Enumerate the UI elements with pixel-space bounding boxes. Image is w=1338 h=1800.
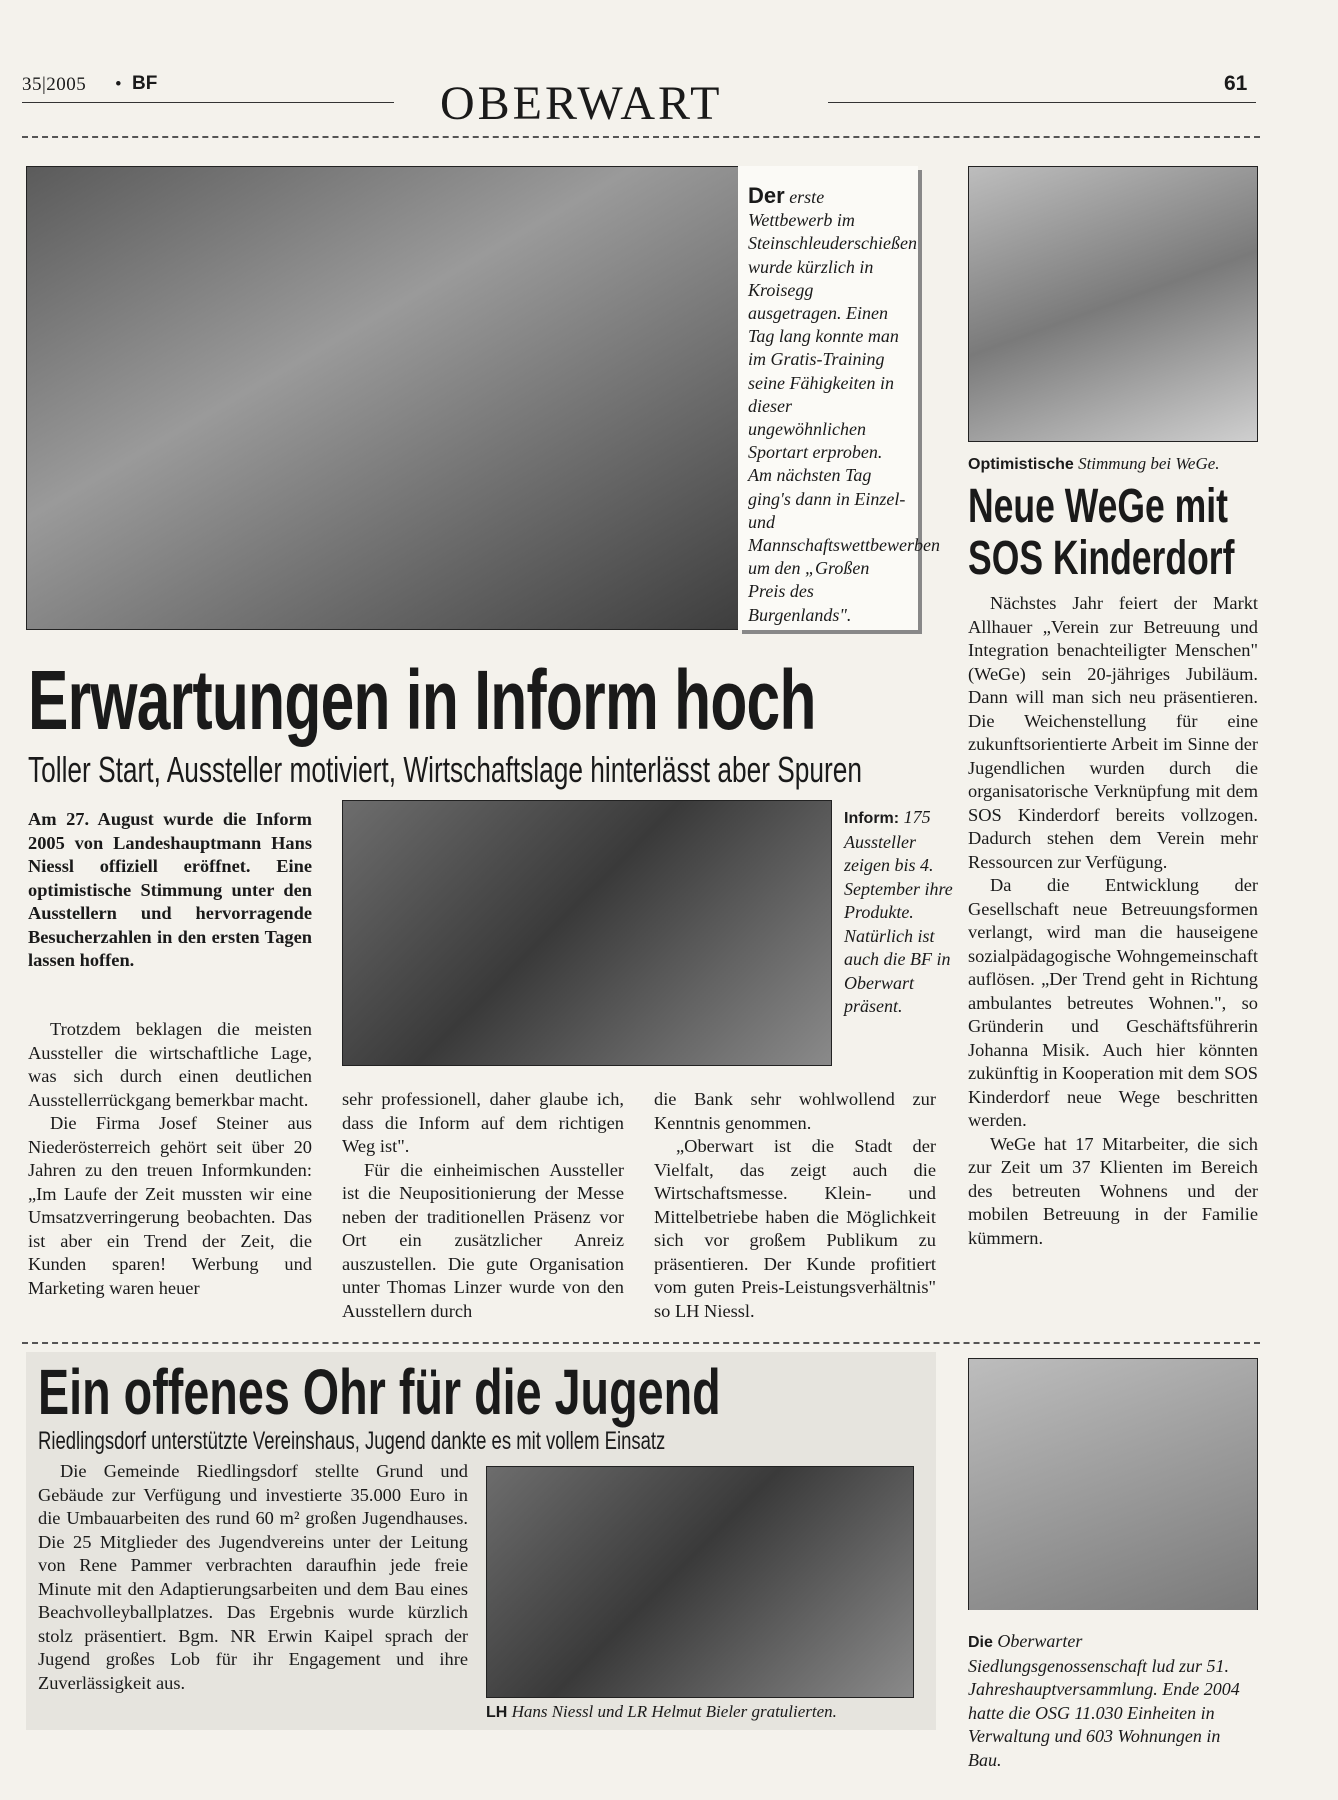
inform-caption-text: 175 Aussteller zeigen bis 4. September ihre Produkte. Natürlich ist auch die BF in Oberwart präsent. (844, 807, 953, 1016)
main-col2-p2: Für die einheimischen Aussteller ist die Neupositionierung der Messe neben der traditionellen Präsenz vor Ort ein zusätzlicher Anreiz auszustellen. Die gute Organisation unter Thomas Linzer wurde von den Ausstellern durch (342, 1159, 624, 1321)
main-col3-p1: die Bank sehr wohlwollend zur Kenntnis genommen. (654, 1089, 936, 1133)
jugend-subhead: Riedlingsdorf unterstützte Vereinshaus, Jugend dankte es mit vollem Einsatz (38, 1427, 666, 1455)
wege-caption (968, 452, 1258, 477)
main-col1 (28, 1018, 312, 1300)
header-rule-right (828, 102, 1256, 103)
slingshot-photo (26, 166, 748, 630)
issue-number: 35|2005 (22, 74, 87, 95)
wege-p3: WeGe hat 17 Mitarbeiter, die sich zur Zeit um 37 Klienten im Bereich des betreuten Wohnens und der mobilen Betreuung in der Familie kümmern. (968, 1133, 1258, 1248)
wege-caption-lead: Optimistische (968, 456, 1074, 473)
osg-caption-text: Oberwarter Siedlungsgenossenschaft lud zur 51. Jahreshauptversammlung. Ende 2004 hatte die OSG 11.030 Einheiten in Verwaltung und 603 Wohnungen in Bau. (968, 1631, 1240, 1770)
main-col2 (342, 1088, 624, 1323)
inform-photo (342, 800, 832, 1066)
main-lead: Am 27. August wurde die Inform 2005 von Landeshauptmann Hans Niessl offiziell eröffnet. Eine optimistische Stimmung unter den Ausstellern und hervorragende Besucherzahlen in den ersten Tagen lassen hoffen. (28, 809, 312, 970)
header-rule-left (22, 102, 394, 103)
jugend-caption-text: Hans Niessl und LR Helmut Bieler gratulierten. (511, 1702, 837, 1721)
osg-caption-lead: Die (968, 1634, 993, 1651)
jugend-caption (486, 1700, 926, 1725)
main-subhead: Toller Start, Aussteller motiviert, Wirtschaftslage hinterlässt aber Spuren (28, 749, 863, 790)
slingshot-caption: erste Wettbewerb im Steinschleuderschießen wurde kürzlich in Kroisegg ausgetragen. Einen Tag lang konnte man im Gratis-Training seine Fähigkeiten in dieser ungewöhnlichen Sportart erproben. Am nächsten Tag ging's dann in Einzel- und Mannschaftswettbewerben um den „Großen Preis des Burgenlands". (748, 187, 940, 625)
slingshot-caption-box (738, 166, 940, 630)
main-headline: Erwartungen in Inform hoch (28, 653, 816, 747)
main-col1-p1: Trotzdem beklagen die meisten Aussteller die wirtschaftliche Lage, was sich durch einen deutlichen Ausstellerrückgang bemerkbar macht. (28, 1019, 312, 1110)
main-col1-p2: Die Firma Josef Steiner aus Niederösterreich gehört seit über 20 Jahren zu den treuen Informkunden: „Im Laufe der Zeit mussten wir eine Umsatzverringerung beobachten. Das ist aber ein Trend der Zeit, die Kunden sparen! Werbung und Marketing waren heuer (28, 1113, 312, 1298)
section-title: OBERWART (440, 77, 723, 130)
jugend-caption-lead: LH (486, 1704, 508, 1721)
jugend-photo (486, 1466, 914, 1698)
page-number: 61 (1224, 72, 1248, 95)
wege-p2: Da die Entwicklung der Gesellschaft neue Betreuungsformen verlangt, wird man die hauseigene sozialpädagogische Wohngemeinschaft auflösen. „Der Trend geht in Richtung ambulantes betreutes Wohnen.", so Gründerin und Geschäftsführerin Johanna Misik. Auch hier könnten zukünftig in Kooperation mit dem SOS Kinderdorf neue Wege beschritten werden. (968, 875, 1258, 1130)
bullet-separator: • (115, 74, 122, 95)
wege-headline-line1: Neue WeGe mit (968, 480, 1228, 533)
inform-caption (844, 806, 954, 1019)
jugend-body-text: Die Gemeinde Riedlingsdorf stellte Grund und Gebäude zur Verfügung und investierte 35.000 Euro in die Umbauarbeiten des rund 60 m² großen Jugendhauses. Die 25 Mitglieder des Jugendvereins unter der Leitung von Rene Pammer verbrachten daraufhin jede freie Minute mit den Adaptierungsarbeiten und dem Bau eines Beachvolleyballplatzes. Das Ergebnis wurde kürzlich stolz präsentiert. Bgm. NR Erwin Kaipel sprach der Jugend großes Lob für ihr Engagement und ihre Zuverlässigkeit aus. (38, 1461, 468, 1693)
header-divider (22, 136, 1260, 138)
main-col3-p2: „Oberwart ist die Stadt der Vielfalt, das zeigt auch die Wirtschaftsmesse. Klein- und Mittelbetriebe haben die Möglichkeit sich vor großem Publikum zu präsentieren. Der Kunde profitiert vom guten Preis-Leistungsverhältnis" so LH Niessl. (654, 1136, 936, 1321)
wege-caption-text: Stimmung bei WeGe. (1078, 454, 1220, 473)
main-col2-p1: sehr professionell, daher glaube ich, dass die Inform auf dem richtigen Weg ist". (342, 1089, 624, 1156)
inform-caption-lead: Inform: (844, 810, 900, 827)
jugend-headline: Ein offenes Ohr für die Jugend (38, 1356, 721, 1428)
wege-body (968, 592, 1258, 1250)
wege-p1: Nächstes Jahr feiert der Markt Allhauer „Verein zur Betreuung und Integration benachteiligter Menschen" (WeGe) sein 20-jähriges Jubiläum. Dann will man sich neu präsentieren. Die Weichenstellung für eine zukunftsorientierte Arbeit im Sinne der Jugendlichen wurden durch die organisatorische Verknüpfung mit dem SOS Kinderdorf bereits vollzogen. Dadurch stehen dem Verein mehr Ressourcen zur Verfügung. (968, 593, 1258, 872)
bottom-divider (22, 1342, 1260, 1344)
jugend-body (38, 1460, 468, 1695)
caption-lead: Der (748, 183, 785, 208)
main-col3 (654, 1088, 936, 1323)
wege-photo (968, 166, 1258, 442)
wege-headline-line2: SOS Kinderdorf (968, 532, 1235, 585)
brand-logo: BF (132, 73, 158, 94)
osg-caption (968, 1630, 1258, 1772)
